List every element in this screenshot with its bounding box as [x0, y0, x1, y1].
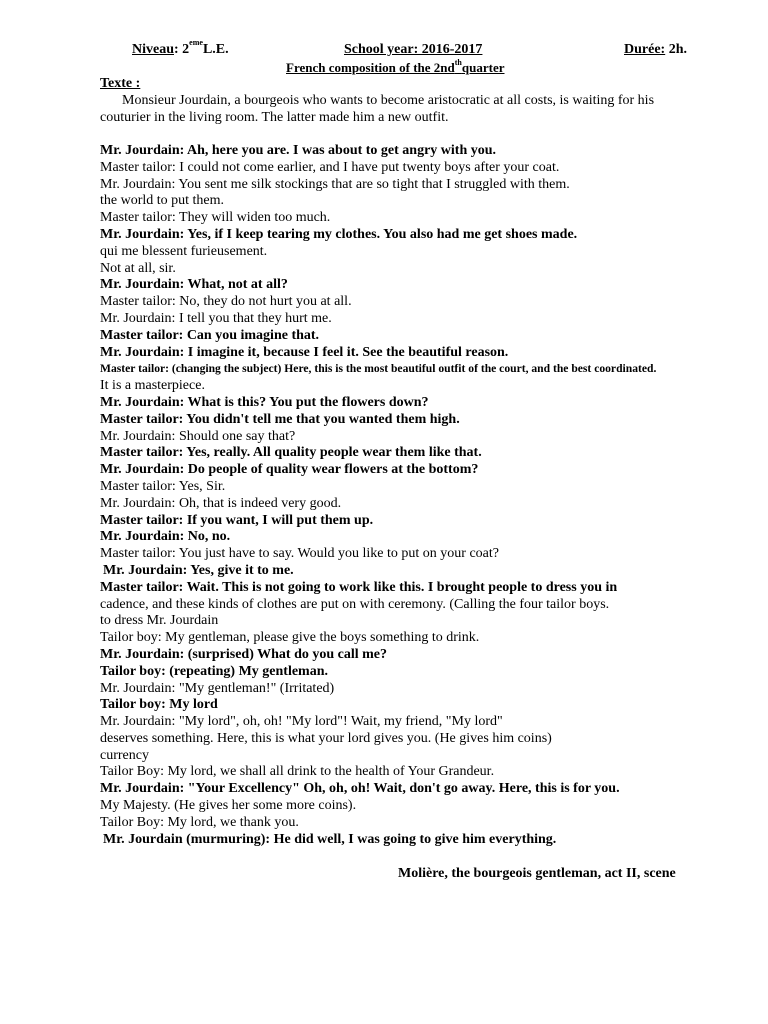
dialogue-line: Mr. Jourdain: Yes, give it to me.: [103, 562, 294, 578]
texte-label: Texte :: [100, 76, 141, 91]
header: [0, 38, 768, 60]
niveau-value-post: L.E.: [202, 42, 229, 57]
dialogue-line: Mr. Jourdain: "My lord", oh, oh! "My lord"! Wait, my friend, "My lord": [100, 714, 503, 730]
dialogue-line: Master tailor: They will widen too much.: [100, 210, 331, 226]
dialogue-line: Master tailor: No, they do not hurt you at all.: [100, 294, 352, 310]
dialogue-line: It is a masterpiece.: [100, 378, 205, 394]
signature: Molière, the bourgeois gentleman, act II, scene: [398, 866, 676, 881]
dialogue-line: Tailor Boy: My lord, we shall all drink to the health of Your Grandeur.: [100, 764, 495, 780]
subtitle-pre: French composition of the 2nd: [286, 60, 455, 75]
niveau-field: [132, 38, 229, 58]
dialogue-line: Mr. Jourdain: Oh, that is indeed very good.: [100, 495, 342, 511]
dialogue-line: Master tailor: Can you imagine that.: [100, 327, 320, 343]
dialogue-line: Mr. Jourdain: "Your Excellency" Oh, oh, oh! Wait, don't go away. Here, this is for you.: [100, 781, 620, 797]
dialogue-line: Master tailor: You just have to say. Would you like to put on your coat?: [100, 546, 499, 562]
dialogue-line: Tailor boy: (repeating) My gentleman.: [100, 663, 329, 679]
dialogue-line: Mr. Jourdain: What, not at all?: [100, 277, 288, 293]
document-subtitle: [286, 57, 505, 76]
intro-text: Monsieur Jourdain, a bourgeois who wants to become aristocratic at all costs, is waiting for his couturier in the living room. The latter made him a new outfit.: [100, 93, 655, 125]
dialogue-line: Mr. Jourdain: I imagine it, because I feel it. See the beautiful reason.: [100, 344, 509, 360]
duree-label: Durée:: [624, 42, 666, 57]
dialogue-line: Master tailor: Wait. This is not going to work like this. I brought people to dress you in: [100, 579, 618, 595]
dialogue-line: Master tailor: If you want, I will put them up.: [100, 512, 374, 528]
school-year: School year: 2016-2017: [344, 42, 483, 57]
dialogue-line: Mr. Jourdain: Yes, if I keep tearing my clothes. You also had me get shoes made.: [100, 226, 578, 242]
dialogue-line: Mr. Jourdain: (surprised) What do you call me?: [100, 646, 388, 662]
niveau-sup: eme: [189, 38, 203, 48]
intro-paragraph: [100, 92, 700, 126]
dialogue-line: My Majesty. (He gives her some more coins).: [100, 798, 357, 814]
duree-value: 2h.: [665, 42, 687, 57]
dialogue-line: Tailor boy: My lord: [100, 697, 218, 713]
dialogue-line: Mr. Jourdain: You sent me silk stockings that are so tight that I struggled with them.: [100, 176, 570, 192]
dialogue-line: to dress Mr. Jourdain: [100, 613, 219, 629]
dialogue-line: Mr. Jourdain: I tell you that they hurt me.: [100, 310, 332, 326]
dialogue-line: Mr. Jourdain (murmuring): He did well, I was going to give him everything.: [103, 831, 557, 847]
dialogue-line: Tailor boy: My gentleman, please give the boys something to drink.: [100, 630, 480, 646]
dialogue-line: Master tailor: Yes, Sir.: [100, 478, 226, 494]
dialogue-line: Mr. Jourdain: What is this? You put the flowers down?: [100, 394, 429, 410]
dialogue-line: Master tailor: I could not come earlier, and I have put twenty boys after your coat.: [100, 159, 560, 175]
dialogue-line: currency: [100, 747, 149, 763]
niveau-value-pre: : 2: [174, 42, 190, 57]
dialogue-line: Master tailor: (changing the subject) Here, this is the most beautiful outfit of the court, and the best coordinated.: [100, 362, 657, 376]
dialogue-line: Mr. Jourdain: Should one say that?: [100, 428, 296, 444]
dialogue-line: Mr. Jourdain: No, no.: [100, 529, 231, 545]
dialogue-line: Mr. Jourdain: Ah, here you are. I was about to get angry with you.: [100, 143, 497, 158]
duree-field: [624, 42, 687, 58]
dialogue-line: the world to put them.: [100, 193, 225, 209]
dialogue: [100, 143, 760, 848]
dialogue-line: qui me blessent furieusement.: [100, 243, 268, 259]
dialogue-line: deserves something. Here, this is what your lord gives you. (He gives him coins): [100, 730, 552, 746]
dialogue-line: Not at all, sir.: [100, 260, 176, 276]
dialogue-line: Master tailor: Yes, really. All quality people wear them like that.: [100, 445, 482, 461]
subtitle-sup: th: [454, 57, 462, 67]
dialogue-line: cadence, and these kinds of clothes are put on with ceremony. (Calling the four tailor boys.: [100, 596, 610, 612]
dialogue-line: Mr. Jourdain: "My gentleman!" (Irritated): [100, 680, 335, 696]
dialogue-line: Tailor Boy: My lord, we thank you.: [100, 814, 299, 830]
dialogue-line: Master tailor: You didn't tell me that you wanted them high.: [100, 411, 460, 427]
subtitle-post: quarter: [461, 60, 505, 75]
niveau-label: Niveau: [132, 42, 174, 57]
dialogue-line: Mr. Jourdain: Do people of quality wear flowers at the bottom?: [100, 462, 479, 478]
